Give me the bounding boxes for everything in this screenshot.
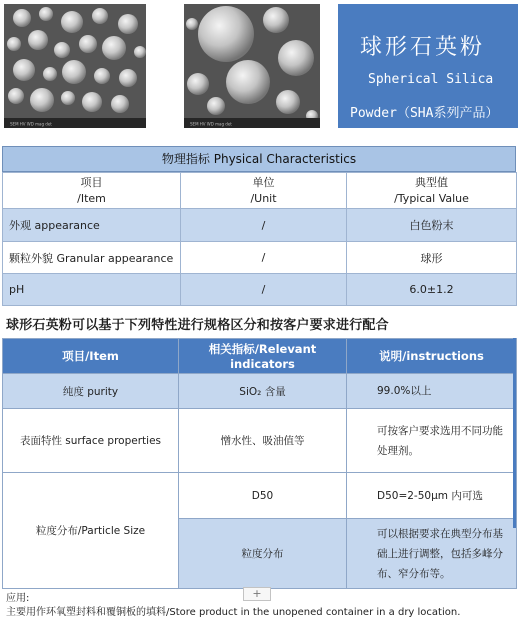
column-header-typical-value: 典型值 /Typical Value <box>347 173 517 209</box>
cell-item: 表面特性 surface properties <box>3 409 179 473</box>
product-header <box>0 0 518 146</box>
product-title-series: Powder（SHA系列产品） <box>350 106 499 121</box>
cell-description: D50=2-50μm 内可选 <box>347 473 517 519</box>
cell-unit: / <box>181 209 347 242</box>
cell-description: 可以根据要求在典型分布基础上进行调整，包括多峰分布、窄分布等。 <box>347 519 517 589</box>
add-row-button[interactable]: + <box>243 587 271 601</box>
usage-label: 应用: <box>6 593 30 604</box>
cell-indicator: D50 <box>179 473 347 519</box>
table-row <box>3 242 517 274</box>
cell-unit: / <box>181 242 347 274</box>
table-edge-scrollbar[interactable] <box>513 338 516 528</box>
cell-description: 99.0%以上 <box>347 374 517 409</box>
column-header-instructions: 说明/instructions <box>347 339 517 374</box>
product-title-panel <box>338 4 518 128</box>
cell-unit: / <box>181 274 347 306</box>
product-title-english: Spherical Silica <box>368 72 494 87</box>
cell-item: 外观 appearance <box>3 209 181 242</box>
column-header-relevant-indicators: 相关指标/Relevant indicators <box>179 339 347 374</box>
cell-item-particle-size: 粒度分布/Particle Size <box>3 473 179 589</box>
svg-text:SEM HV WD mag det: SEM HV WD mag det <box>190 121 232 127</box>
table-header-row <box>3 339 517 374</box>
sem-micrograph-image-small-particles <box>4 4 146 128</box>
cell-value: 球形 <box>347 242 517 274</box>
product-title-chinese: 球形石英粉 <box>360 35 486 60</box>
usage-description: 主要用作环氧塑封料和覆铜板的填料/Store product in the unopened container in a dry location. <box>6 607 461 618</box>
table-row <box>3 274 517 306</box>
cell-item: 纯度 purity <box>3 374 179 409</box>
table-header-row <box>3 173 517 209</box>
spec-section-heading: 球形石英粉可以基于下列特性进行规格区分和按客户要求进行配合 <box>6 318 389 333</box>
table-row <box>3 374 517 409</box>
cell-indicator: SiO₂ 含量 <box>179 374 347 409</box>
specification-table <box>2 338 517 589</box>
sem-micrograph-image-large-particles <box>184 4 320 128</box>
physical-characteristics-caption: 物理指标 Physical Characteristics <box>2 146 516 172</box>
column-header-unit: 单位 /Unit <box>181 173 347 209</box>
cell-description: 可按客户要求选用不同功能处理剂。 <box>347 409 517 473</box>
cell-value: 6.0±1.2 <box>347 274 517 306</box>
svg-text:SEM HV WD mag det: SEM HV WD mag det <box>10 121 52 127</box>
table-row <box>3 209 517 242</box>
table-row <box>3 409 517 473</box>
column-header-item: 项目/Item <box>3 339 179 374</box>
cell-item: 颗粒外貌 Granular appearance <box>3 242 181 274</box>
column-header-item: 项目 /Item <box>3 173 181 209</box>
cell-indicator: 憎水性、吸油值等 <box>179 409 347 473</box>
table-row <box>3 473 517 519</box>
cell-value: 白色粉末 <box>347 209 517 242</box>
cell-indicator: 粒度分布 <box>179 519 347 589</box>
physical-characteristics-table <box>2 172 517 306</box>
cell-item: pH <box>3 274 181 306</box>
